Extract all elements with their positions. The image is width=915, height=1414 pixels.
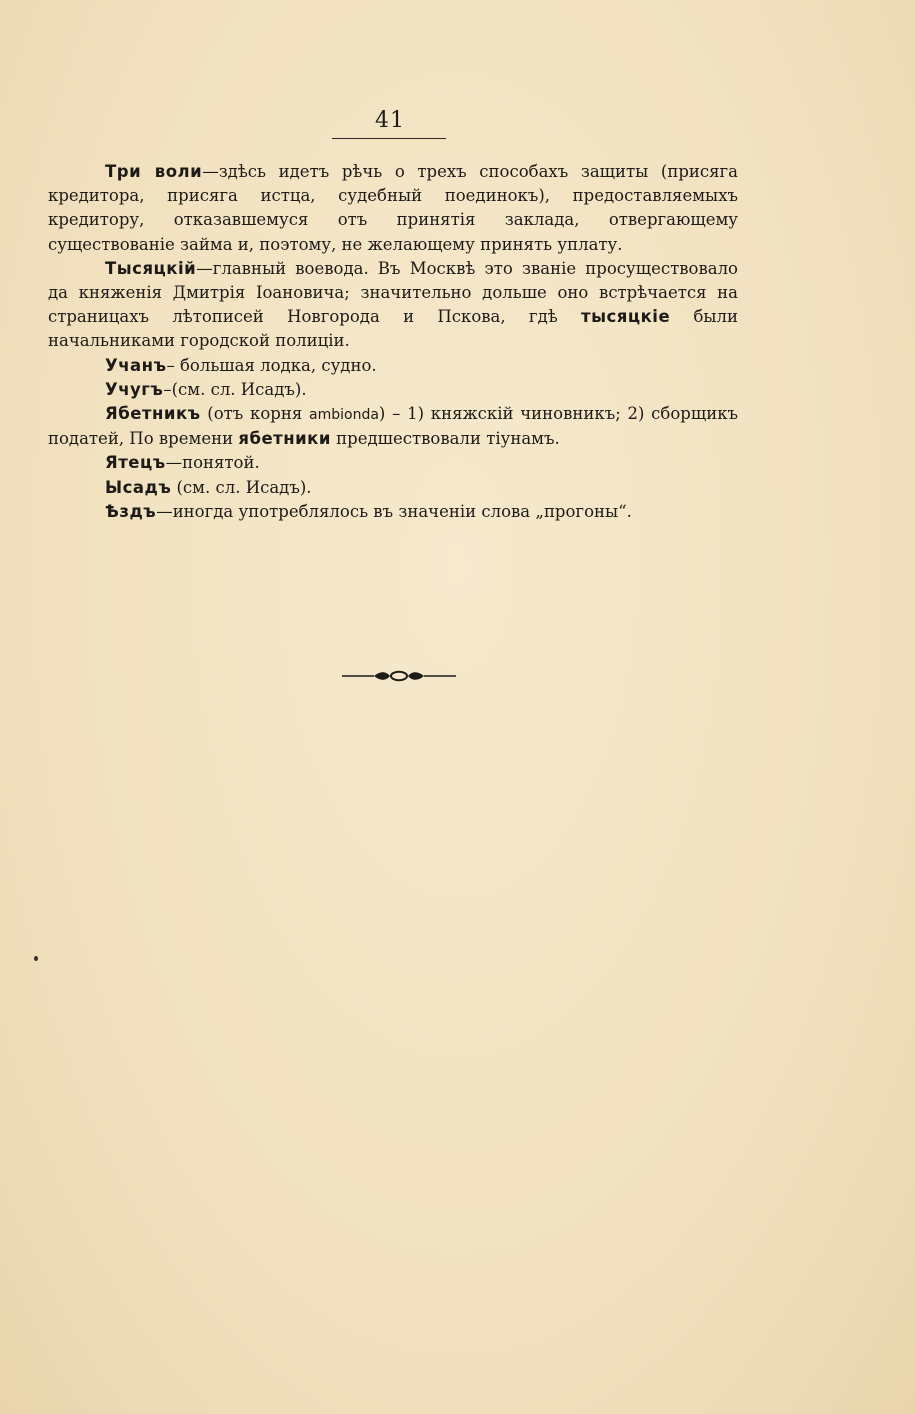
entry-definition: —здѣсь идетъ рѣчь о трехъ способахъ защиты (присяга кредитора, присяга истца, судебный поединокъ), предоставляемыхъ кредитору, отказавшемуся отъ принятія заклада, отвергающему существованіе займа и, поэтому, не желающему принять уплату. bbox=[48, 162, 739, 254]
glossary-text bbox=[48, 160, 738, 524]
entry-definition: –(см. сл. Исадъ). bbox=[163, 379, 307, 399]
entry-headword: Учанъ bbox=[105, 355, 167, 375]
entry-headword: Три воли bbox=[105, 162, 203, 181]
glossary-entry-uchan bbox=[48, 354, 738, 378]
entry-definition: —понятой. bbox=[165, 453, 260, 473]
entry-definition: (см. сл. Исадъ). bbox=[171, 477, 312, 497]
entry-definition: —главный воевода. Въ Москвѣ это званіе просуществовало да княженія Дмитрія Іоановича; значительно дольше оно встрѣчается на страницахъ лѣтописей Новгорода и Пскова, гдѣ bbox=[48, 258, 738, 327]
glossary-entry-yezd bbox=[48, 500, 738, 524]
entry-headword: Ѣздъ bbox=[105, 501, 157, 521]
glossary-entry-uchug bbox=[48, 378, 738, 402]
entry-headword: Тысяцкій bbox=[105, 258, 197, 278]
glossary-entry-tri-voli bbox=[48, 160, 738, 257]
entry-latin-root: ambionda bbox=[309, 407, 379, 424]
entry-definition-end: были начальниками городской полиціи. bbox=[48, 307, 738, 351]
entry-headword: Ябетникъ bbox=[105, 404, 201, 424]
page-number: 41 bbox=[375, 108, 405, 133]
entry-definition: (отъ корня bbox=[200, 404, 310, 424]
entry-headword: Ятецъ bbox=[105, 453, 166, 473]
entry-headword: Ысадъ bbox=[105, 477, 172, 497]
entry-definition-middle: ) – 1) княжскій чиновникъ; 2) сборщикъ податей, По времени bbox=[48, 404, 739, 449]
glossary-entry-yatets bbox=[48, 451, 738, 475]
end-ornament-icon bbox=[340, 666, 458, 686]
glossary-entry-ysad bbox=[48, 476, 738, 500]
page-number-rule bbox=[332, 138, 446, 139]
entry-inline-term: тысяцкіе bbox=[581, 307, 671, 327]
entry-definition: – большая лодка, судно. bbox=[166, 355, 377, 375]
entry-headword: Учугъ bbox=[105, 379, 164, 399]
paper-speck bbox=[34, 956, 38, 961]
entry-inline-term: ябетники bbox=[238, 429, 331, 449]
glossary-entry-yabetnik bbox=[48, 402, 738, 451]
entry-definition-end: предшествовали тіунамъ. bbox=[330, 429, 560, 449]
glossary-entry-tysyatsky bbox=[48, 257, 738, 354]
entry-definition: —иногда употреблялось въ значеніи слова „прогоны“. bbox=[156, 501, 632, 521]
